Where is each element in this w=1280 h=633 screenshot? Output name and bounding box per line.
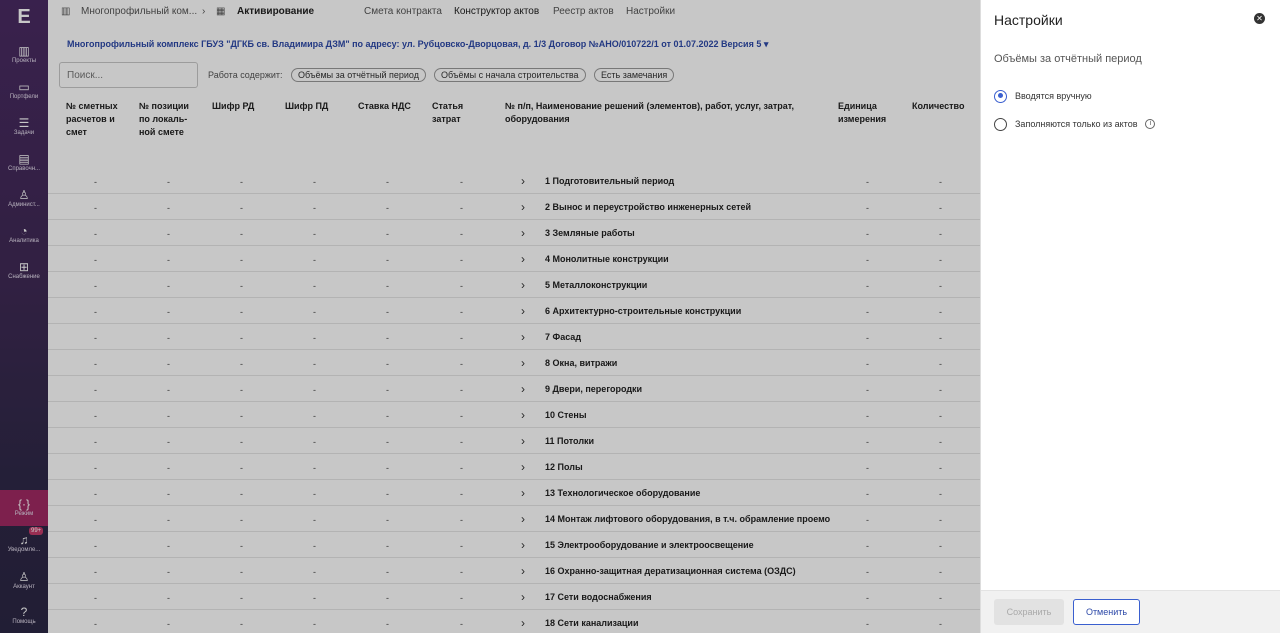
- cell-value: -: [313, 385, 316, 395]
- tab-act-constructor[interactable]: Конструктор актов: [454, 6, 540, 17]
- cell-value: -: [240, 229, 243, 239]
- cell-value: -: [386, 567, 389, 577]
- cell-value: -: [866, 203, 869, 213]
- cell-value: -: [939, 255, 942, 265]
- cell-value: -: [313, 281, 316, 291]
- chevron-right-icon[interactable]: ›: [521, 512, 525, 526]
- row-name: 17 Сети водоснабжения: [545, 592, 652, 602]
- cell-value: -: [313, 541, 316, 551]
- grid-icon: ▦: [216, 6, 226, 17]
- cell-value: -: [240, 567, 243, 577]
- column-header-estimate-no: № сметных расчетов и смет: [66, 101, 118, 137]
- notification-badge: 99+: [31, 528, 42, 534]
- cell-value: -: [94, 385, 97, 395]
- cell-value: -: [240, 411, 243, 421]
- cell-value: -: [167, 567, 170, 577]
- cell-value: -: [386, 619, 389, 629]
- cell-value: -: [313, 359, 316, 369]
- cell-value: -: [240, 281, 243, 291]
- cell-value: -: [939, 593, 942, 603]
- row-name: 11 Потолки: [545, 436, 595, 446]
- chevron-right-icon[interactable]: ›: [521, 616, 525, 630]
- cell-value: -: [167, 463, 170, 473]
- row-name: 16 Охранно-защитная дератизационная система (ОЗДС): [545, 566, 796, 576]
- cell-value: -: [460, 541, 463, 551]
- chevron-right-icon[interactable]: ›: [521, 304, 525, 318]
- cell-value: -: [167, 619, 170, 629]
- panel-title: Настройки: [994, 12, 1063, 28]
- cell-value: -: [313, 411, 316, 421]
- cell-value: -: [939, 437, 942, 447]
- cell-value: -: [386, 385, 389, 395]
- cell-value: -: [94, 307, 97, 317]
- cell-value: -: [240, 593, 243, 603]
- column-header-vat-rate: Ставка НДС: [358, 101, 411, 111]
- supply-icon: ⊞: [18, 260, 30, 274]
- cell-value: -: [866, 567, 869, 577]
- cell-value: -: [167, 541, 170, 551]
- cell-value: -: [240, 619, 243, 629]
- cell-value: -: [939, 463, 942, 473]
- cell-value: -: [386, 177, 389, 187]
- cell-value: -: [939, 411, 942, 421]
- breadcrumb-section[interactable]: Активирование: [237, 6, 315, 17]
- tasks-icon: ☰: [18, 116, 30, 130]
- cell-value: -: [386, 593, 389, 603]
- cell-value: -: [939, 515, 942, 525]
- cell-value: -: [240, 333, 243, 343]
- cell-value: -: [313, 333, 316, 343]
- row-name: 5 Металлоконструкции: [545, 280, 648, 290]
- cell-value: -: [94, 281, 97, 291]
- cell-value: -: [866, 307, 869, 317]
- filter-chip-since-start[interactable]: Объёмы с начала строительства: [434, 68, 586, 82]
- chevron-right-icon[interactable]: ›: [521, 486, 525, 500]
- cell-value: -: [240, 203, 243, 213]
- building-icon: ▥: [61, 6, 71, 17]
- cell-value: -: [94, 203, 97, 213]
- cell-value: -: [939, 385, 942, 395]
- row-name: 10 Стены: [545, 410, 587, 420]
- sidebar-item-reference[interactable]: ▤ Справочн...: [7, 152, 41, 172]
- cell-value: -: [240, 385, 243, 395]
- sidebar-item-projects[interactable]: ▥ Проекты: [11, 44, 37, 64]
- cell-value: -: [460, 515, 463, 525]
- cell-value: -: [866, 411, 869, 421]
- panel-footer: [981, 590, 1280, 633]
- cell-value: -: [866, 385, 869, 395]
- chevron-right-icon[interactable]: ›: [521, 564, 525, 578]
- tab-act-registry[interactable]: Реестр актов: [553, 6, 614, 17]
- cell-value: -: [866, 489, 869, 499]
- cell-value: -: [460, 255, 463, 265]
- cell-value: -: [460, 229, 463, 239]
- cell-value: -: [386, 307, 389, 317]
- cell-value: -: [240, 255, 243, 265]
- tab-settings[interactable]: Настройки: [626, 6, 676, 17]
- breadcrumb-separator: ›: [202, 6, 206, 17]
- cell-value: -: [167, 177, 170, 187]
- chevron-right-icon[interactable]: ›: [521, 460, 525, 474]
- sidebar-item-tasks[interactable]: ☰ Задачи: [13, 116, 35, 136]
- briefcase-icon: ▭: [18, 80, 30, 94]
- cell-value: -: [866, 229, 869, 239]
- column-header-position-no: № позиции по локаль-ной смете: [139, 101, 189, 137]
- cell-value: -: [460, 593, 463, 603]
- column-header-rd-code: Шифр РД: [212, 101, 255, 111]
- cell-value: -: [94, 177, 97, 187]
- cell-value: -: [460, 177, 463, 187]
- cell-value: -: [939, 619, 942, 629]
- cell-value: -: [94, 333, 97, 343]
- chevron-right-icon[interactable]: ›: [521, 408, 525, 422]
- cell-value: -: [167, 593, 170, 603]
- cell-value: -: [866, 541, 869, 551]
- cell-value: -: [313, 177, 316, 187]
- tab-contract-estimate[interactable]: Смета контракта: [364, 6, 442, 17]
- cell-value: -: [386, 541, 389, 551]
- cell-value: -: [866, 619, 869, 629]
- row-name: 7 Фасад: [545, 332, 582, 342]
- building-icon: ▥: [18, 44, 30, 58]
- chevron-right-icon[interactable]: ›: [521, 538, 525, 552]
- column-header-quantity: Количество: [912, 101, 965, 111]
- cell-value: -: [460, 281, 463, 291]
- cell-value: -: [313, 203, 316, 213]
- row-name: 12 Полы: [545, 462, 583, 472]
- chevron-right-icon[interactable]: ›: [521, 434, 525, 448]
- cell-value: -: [460, 411, 463, 421]
- info-icon[interactable]: i: [1145, 119, 1155, 129]
- cell-value: -: [866, 359, 869, 369]
- row-name: 3 Земляные работы: [545, 228, 635, 238]
- cell-value: -: [386, 203, 389, 213]
- column-header-unit: Единица измерения: [838, 101, 887, 124]
- cell-value: -: [866, 515, 869, 525]
- settings-panel: [980, 0, 1280, 633]
- user-icon: ♙: [18, 570, 30, 584]
- cell-value: -: [939, 541, 942, 551]
- sidebar-item-analytics[interactable]: ◔ Аналитика: [9, 224, 39, 244]
- cell-value: -: [460, 619, 463, 629]
- radio-from-acts[interactable]: [994, 118, 1007, 131]
- cell-value: -: [939, 567, 942, 577]
- row-name: 4 Монолитные конструкции: [545, 254, 669, 264]
- cell-value: -: [167, 229, 170, 239]
- cell-value: -: [167, 203, 170, 213]
- cell-value: -: [313, 567, 316, 577]
- cell-value: -: [240, 463, 243, 473]
- cell-value: -: [94, 489, 97, 499]
- cell-value: -: [939, 359, 942, 369]
- bell-icon: ♫: [19, 533, 29, 547]
- cell-value: -: [939, 203, 942, 213]
- cell-value: -: [939, 281, 942, 291]
- row-name: 15 Электрооборудование и электроосвещение: [545, 540, 754, 550]
- cell-value: -: [240, 515, 243, 525]
- option-from-acts[interactable]: [994, 116, 1155, 132]
- cell-value: -: [313, 515, 316, 525]
- sidebar-item-account[interactable]: ♙ Аккаунт: [13, 570, 35, 590]
- cell-value: -: [460, 567, 463, 577]
- cell-value: -: [313, 437, 316, 447]
- logo[interactable]: E: [17, 5, 31, 28]
- row-name: 14 Монтаж лифтового оборудования, в т.ч. обрамление проемо: [545, 514, 831, 524]
- cell-value: -: [94, 463, 97, 473]
- cell-value: -: [94, 359, 97, 369]
- cell-value: -: [939, 177, 942, 187]
- help-icon: ?: [20, 605, 28, 619]
- cell-value: -: [460, 359, 463, 369]
- book-icon: ▤: [18, 152, 30, 166]
- save-button[interactable]: Сохранить: [994, 599, 1064, 625]
- cell-value: -: [240, 437, 243, 447]
- row-name: 1 Подготовительный период: [545, 176, 675, 186]
- cell-value: -: [939, 333, 942, 343]
- filter-label: Работа содержит:: [208, 70, 283, 80]
- cell-value: -: [94, 437, 97, 447]
- cell-value: -: [386, 463, 389, 473]
- chevron-right-icon[interactable]: ›: [521, 356, 525, 370]
- chevron-right-icon[interactable]: ›: [521, 330, 525, 344]
- cell-value: -: [313, 229, 316, 239]
- cell-value: -: [167, 255, 170, 265]
- project-selector[interactable]: Многопрофильный комплекс ГБУЗ "ДГКБ св. Владимира ДЗМ" по адресу: ул. Рубцовско-Дворцовая, д. 1/3 Договор №АНО/010722/1 от 01.07.2022 Версия 5 ▾: [67, 39, 769, 49]
- cell-value: -: [94, 515, 97, 525]
- cell-value: -: [386, 229, 389, 239]
- chevron-right-icon[interactable]: ›: [521, 590, 525, 604]
- cell-value: -: [167, 359, 170, 369]
- cell-value: -: [460, 307, 463, 317]
- cell-value: -: [313, 593, 316, 603]
- sidebar-item-portfolios[interactable]: ▭ Портфели: [9, 80, 39, 100]
- chevron-right-icon[interactable]: ›: [521, 382, 525, 396]
- option-manual-label: Вводятся вручную: [1015, 91, 1092, 101]
- cell-value: -: [866, 437, 869, 447]
- cell-value: -: [460, 385, 463, 395]
- sidebar-item-supply[interactable]: ⊞ Снабжение: [8, 260, 40, 280]
- cell-value: -: [240, 489, 243, 499]
- cell-value: -: [939, 307, 942, 317]
- users-icon: ♙: [18, 188, 30, 202]
- row-name: 13 Технологическое оборудование: [545, 488, 701, 498]
- cell-value: -: [460, 333, 463, 343]
- chevron-right-icon[interactable]: ›: [521, 252, 525, 266]
- cell-value: -: [240, 359, 243, 369]
- row-name: 6 Архитектурно-строительные конструкции: [545, 306, 742, 316]
- cell-value: -: [167, 515, 170, 525]
- chevron-right-icon[interactable]: ›: [521, 174, 525, 188]
- radio-manual[interactable]: [994, 90, 1007, 103]
- cell-value: -: [313, 463, 316, 473]
- close-icon[interactable]: ✕: [1254, 13, 1265, 24]
- chevron-right-icon[interactable]: ›: [521, 278, 525, 292]
- sidebar-item-mode[interactable]: {·} Режим: [0, 490, 48, 526]
- cell-value: -: [460, 437, 463, 447]
- cell-value: -: [167, 437, 170, 447]
- cell-value: -: [386, 411, 389, 421]
- cell-value: -: [939, 489, 942, 499]
- cell-value: -: [167, 333, 170, 343]
- cell-value: -: [313, 307, 316, 317]
- cell-value: -: [167, 385, 170, 395]
- option-manual[interactable]: [994, 88, 1092, 104]
- cell-value: -: [94, 567, 97, 577]
- cell-value: -: [386, 281, 389, 291]
- sidebar-item-admin[interactable]: ♙ Админист...: [8, 188, 40, 208]
- cell-value: -: [866, 281, 869, 291]
- cell-value: -: [386, 515, 389, 525]
- cell-value: -: [313, 489, 316, 499]
- cell-value: -: [94, 411, 97, 421]
- breadcrumb-project[interactable]: Многопрофильный ком...: [81, 6, 198, 17]
- cell-value: -: [167, 411, 170, 421]
- braces-icon: {·}: [17, 497, 30, 511]
- cell-value: -: [313, 255, 316, 265]
- chart-icon: ◔: [20, 224, 28, 238]
- cell-value: -: [866, 255, 869, 265]
- cancel-button[interactable]: Отменить: [1073, 599, 1140, 625]
- cell-value: -: [94, 619, 97, 629]
- cell-value: -: [866, 177, 869, 187]
- cell-value: -: [94, 229, 97, 239]
- cell-value: -: [866, 463, 869, 473]
- cell-value: -: [386, 359, 389, 369]
- sidebar-item-help[interactable]: ? Помощь: [12, 605, 36, 625]
- cell-value: -: [240, 177, 243, 187]
- cell-value: -: [94, 593, 97, 603]
- cell-value: -: [240, 307, 243, 317]
- cell-value: -: [460, 203, 463, 213]
- column-header-cost-item: Статья затрат: [432, 101, 464, 124]
- chevron-right-icon[interactable]: ›: [521, 226, 525, 240]
- cell-value: -: [313, 619, 316, 629]
- cell-value: -: [94, 541, 97, 551]
- row-name: 2 Вынос и переустройство инженерных сетей: [545, 202, 752, 212]
- cell-value: -: [386, 437, 389, 447]
- cell-value: -: [94, 255, 97, 265]
- cell-value: -: [386, 489, 389, 499]
- column-header-pd-code: Шифр ПД: [285, 101, 329, 111]
- row-name: 18 Сети канализации: [545, 618, 639, 628]
- cell-value: -: [939, 229, 942, 239]
- cell-value: -: [386, 255, 389, 265]
- row-name: 9 Двери, перегородки: [545, 384, 643, 394]
- cell-value: -: [240, 541, 243, 551]
- cell-value: -: [167, 307, 170, 317]
- cell-value: -: [866, 593, 869, 603]
- chevron-right-icon[interactable]: ›: [521, 200, 525, 214]
- row-name: 8 Окна, витражи: [545, 358, 618, 368]
- sidebar-item-notifications[interactable]: ♫ Уведомле... 99+: [7, 528, 42, 553]
- option-from-acts-label: Заполняются только из актов: [1015, 119, 1138, 129]
- filter-chip-period[interactable]: Объёмы за отчётный период: [291, 68, 426, 82]
- cell-value: -: [167, 489, 170, 499]
- cell-value: -: [460, 489, 463, 499]
- cell-value: -: [460, 463, 463, 473]
- cell-value: -: [386, 333, 389, 343]
- cell-value: -: [167, 281, 170, 291]
- column-header-name: № п/п, Наименование решений (элементов), работ, услуг, затрат, оборудования: [505, 101, 795, 124]
- cell-value: -: [866, 333, 869, 343]
- section-title: Объёмы за отчётный период: [994, 53, 1142, 65]
- filter-chip-remarks[interactable]: Есть замечания: [594, 68, 674, 82]
